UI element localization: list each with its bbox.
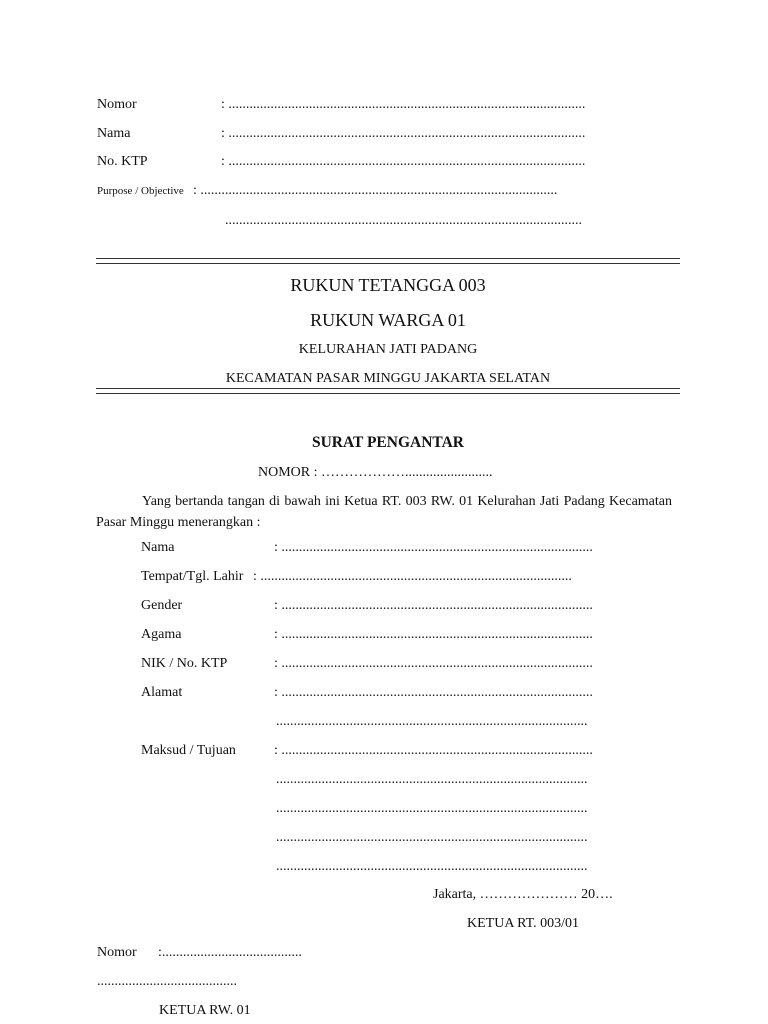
field-ttl-dots: : .........................................................................................	[253, 570, 572, 584]
top-ktp-dots: : ......................................................................................................	[221, 155, 586, 169]
top-nama-dots: : ......................................................................................................	[221, 127, 586, 141]
field-maksud-label: Maksud / Tujuan	[141, 743, 236, 758]
letter-intro-text: Yang bertanda tangan di bawah ini Ketua RT. 003 RW. 01 Kelurahan Jati Padang Kecamatan Pasar Minggu menerangkan :	[96, 494, 672, 530]
rt-signer: KETUA RT. 003/01	[467, 916, 580, 931]
bottom-nomor-dots: :........................................	[158, 946, 302, 960]
header-top-rule	[96, 258, 680, 264]
top-purpose-dots-2: ......................................................................................................	[225, 214, 582, 228]
rw-signer: KETUA RW. 01	[159, 1003, 251, 1018]
header-rw: RUKUN WARGA 01	[310, 310, 466, 330]
letter-intro	[96, 491, 672, 533]
top-nama-label: Nama	[97, 126, 131, 141]
top-purpose-dots: : ......................................................................................................	[193, 184, 558, 198]
top-nomor-label: Nomor	[97, 97, 137, 112]
field-maksud-dots-5: .........................................................................................	[276, 860, 588, 874]
field-nik-label: NIK / No. KTP	[141, 656, 228, 671]
letter-title: SURAT PENGANTAR	[311, 434, 464, 451]
place-date: Jakarta, ………………… 20….	[433, 887, 613, 902]
field-maksud-dots-2: .........................................................................................	[276, 773, 588, 787]
header-bottom-rule	[96, 388, 680, 394]
letter-nomor: NOMOR : ……………….........................	[258, 465, 493, 480]
field-alamat-dots: : .........................................................................................	[274, 686, 593, 700]
field-maksud-dots-4: .........................................................................................	[276, 831, 588, 845]
field-ttl-label: Tempat/Tgl. Lahir	[141, 569, 244, 584]
field-nama-label: Nama	[141, 540, 175, 555]
field-gender-label: Gender	[141, 598, 183, 613]
field-alamat-label: Alamat	[141, 685, 183, 700]
field-agama-label: Agama	[141, 627, 182, 642]
field-alamat-dots-2: .........................................................................................	[276, 715, 588, 729]
header-rt: RUKUN TETANGGA 003	[290, 275, 486, 295]
top-nomor-dots: : ......................................................................................................	[221, 98, 586, 112]
field-maksud-dots: : .........................................................................................	[274, 744, 593, 758]
bottom-dots: ........................................	[97, 975, 237, 989]
field-nik-dots: : .........................................................................................	[274, 657, 593, 671]
field-nama-dots: : .........................................................................................	[274, 541, 593, 555]
field-agama-dots: : .........................................................................................	[274, 628, 593, 642]
header-kelurahan: KELURAHAN JATI PADANG	[298, 342, 478, 357]
field-maksud-dots-3: .........................................................................................	[276, 802, 588, 816]
top-purpose-label: Purpose / Objective	[97, 185, 184, 197]
bottom-nomor-label: Nomor	[97, 945, 137, 960]
field-gender-dots: : .........................................................................................	[274, 599, 593, 613]
top-ktp-label: No. KTP	[97, 154, 148, 169]
header-kecamatan: KECAMATAN PASAR MINGGU JAKARTA SELATAN	[225, 371, 551, 386]
